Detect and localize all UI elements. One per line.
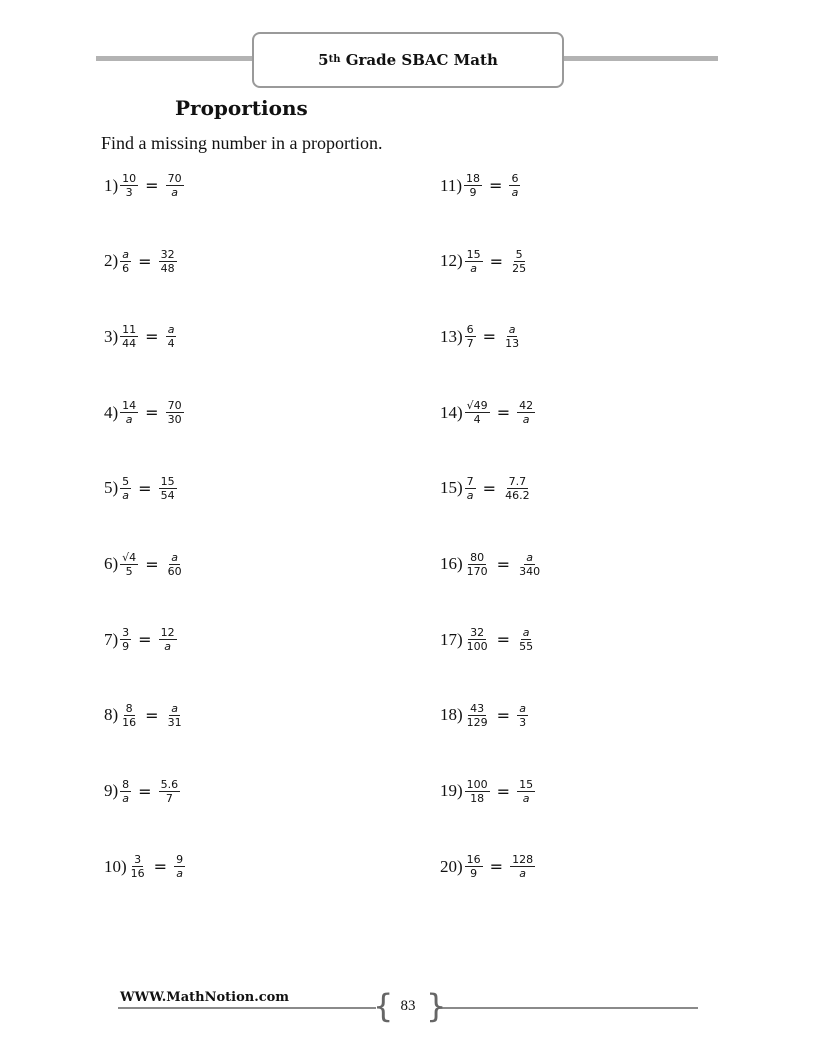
problem-number: 7)	[104, 629, 119, 649]
problem-number: 10)	[104, 856, 127, 876]
fraction-left	[465, 248, 483, 275]
problem-number: 6)	[104, 554, 119, 573]
denominator: 31	[167, 715, 182, 729]
numerator: 43	[470, 701, 485, 715]
fraction-left	[120, 778, 131, 805]
fraction-left	[465, 702, 490, 729]
denominator: 16	[130, 867, 145, 881]
numerator: 6	[466, 323, 474, 337]
fraction-left	[120, 475, 131, 502]
equals-sign: =	[489, 176, 503, 195]
problem-1	[104, 172, 186, 199]
denominator: a	[470, 261, 478, 275]
page-title: Proportions	[175, 96, 308, 120]
denominator: a	[519, 867, 526, 881]
fraction-right	[509, 172, 520, 199]
denominator: 5	[125, 564, 133, 578]
numerator: a	[526, 550, 533, 564]
equals-sign: =	[489, 251, 504, 271]
denominator: a	[125, 413, 133, 427]
denominator: a	[171, 186, 178, 199]
denominator: 9	[122, 640, 130, 654]
fraction-right	[159, 778, 181, 805]
numerator: 8	[122, 777, 130, 791]
problem-18	[440, 702, 530, 729]
fraction-right	[174, 853, 185, 880]
denominator: 7	[466, 337, 474, 351]
numerator: √4	[122, 550, 137, 564]
numerator: a	[171, 550, 178, 564]
denominator: 3	[519, 715, 527, 729]
fraction-left	[120, 323, 138, 350]
denominator: 60	[167, 564, 182, 578]
denominator: 6	[122, 261, 130, 275]
numerator: 70	[167, 399, 182, 413]
problem-number: 1)	[104, 175, 119, 195]
numerator: 6	[511, 172, 519, 185]
header-banner	[252, 32, 564, 88]
denominator: 4	[473, 413, 481, 427]
fraction-right	[517, 551, 542, 578]
denominator: a	[522, 791, 530, 805]
header-grade-suffix: th	[328, 53, 341, 65]
fraction-right	[159, 626, 177, 653]
fraction-left	[120, 399, 138, 426]
numerator: √49	[466, 399, 488, 413]
denominator: 54	[160, 488, 175, 502]
numerator: 128	[512, 853, 534, 867]
numerator: 3	[134, 853, 142, 867]
fraction-left	[120, 626, 131, 653]
equals-sign: =	[138, 630, 152, 650]
equals-sign: =	[138, 251, 152, 271]
equals-sign: =	[138, 781, 152, 801]
denominator: 4	[167, 337, 175, 351]
denominator: 55	[519, 640, 534, 654]
denominator: 3	[125, 186, 133, 199]
equals-sign: =	[496, 554, 511, 574]
problem-11	[440, 172, 522, 199]
numerator: 100	[466, 777, 488, 791]
problem-12	[440, 248, 530, 275]
equals-sign: =	[145, 327, 159, 347]
numerator: 15	[466, 247, 481, 261]
denominator: a	[522, 413, 530, 427]
problem-number: 2)	[104, 251, 119, 271]
problem-number: 20)	[440, 856, 463, 876]
fraction-right	[159, 475, 177, 502]
denominator: 170	[466, 564, 488, 578]
denominator: 18	[470, 791, 485, 805]
denominator: 30	[167, 413, 182, 427]
numerator: a	[508, 323, 516, 337]
instructions: Find a missing number in a proportion.	[101, 133, 383, 153]
page-number: 83	[400, 998, 416, 1014]
numerator: a	[519, 701, 526, 715]
fraction-left	[465, 778, 490, 805]
numerator: 9	[176, 853, 184, 867]
denominator: a	[511, 186, 519, 199]
numerator: 12	[160, 626, 175, 640]
denominator: 16	[122, 715, 137, 729]
denominator: a	[164, 640, 171, 654]
problem-8	[104, 702, 186, 729]
numerator: 5	[122, 474, 130, 488]
problem-number: 15)	[440, 478, 463, 498]
problem-5	[104, 475, 179, 502]
numerator: 16	[466, 853, 481, 867]
problem-13	[440, 323, 523, 350]
equals-sign: =	[138, 478, 152, 498]
equals-sign: =	[145, 705, 159, 725]
numerator: 7	[466, 474, 474, 488]
problem-17	[440, 626, 537, 653]
numerator: a	[522, 626, 530, 640]
fraction-right	[166, 323, 177, 350]
fraction-left	[465, 626, 490, 653]
denominator: 340	[519, 564, 541, 578]
fraction-left	[465, 475, 476, 502]
denominator: 25	[512, 261, 527, 275]
numerator: 42	[519, 399, 534, 413]
header-rule-right	[561, 56, 718, 61]
fraction-right	[517, 399, 535, 426]
problem-15	[440, 475, 534, 502]
problem-number: 19)	[440, 781, 463, 801]
fraction-right	[517, 702, 528, 729]
problem-16	[440, 551, 544, 578]
fraction-right	[517, 626, 535, 653]
problem-20	[440, 853, 537, 880]
equals-sign: =	[482, 478, 497, 498]
numerator: 15	[160, 474, 175, 488]
fraction-right	[166, 172, 184, 199]
fraction-right	[510, 248, 528, 275]
equals-sign: =	[145, 176, 159, 195]
denominator: 44	[122, 337, 137, 351]
fraction-right	[159, 248, 177, 275]
denominator: 129	[466, 715, 488, 729]
footer-rule-left	[118, 1007, 376, 1009]
equals-sign: =	[145, 554, 159, 574]
problem-number: 11)	[440, 175, 463, 195]
fraction-left	[120, 172, 138, 199]
denominator: 9	[470, 867, 478, 881]
numerator: 14	[122, 399, 137, 413]
problem-4	[104, 399, 186, 426]
numerator: 18	[466, 172, 481, 185]
numerator: 5	[515, 247, 523, 261]
denominator: 100	[466, 640, 488, 654]
equals-sign: =	[145, 403, 159, 423]
numerator: 5.6	[160, 777, 179, 791]
problem-number: 12)	[440, 251, 463, 271]
fraction-right	[166, 551, 184, 578]
problem-14	[440, 399, 537, 426]
fraction-left	[464, 172, 482, 199]
denominator: a	[122, 791, 130, 805]
equals-sign: =	[496, 781, 511, 801]
numerator: 32	[470, 626, 485, 640]
numerator: 70	[167, 172, 182, 185]
fraction-left	[120, 248, 131, 275]
problem-9	[104, 778, 182, 805]
problem-number: 9)	[104, 781, 119, 801]
fraction-left	[465, 323, 476, 350]
header-rule-left	[96, 56, 253, 61]
problem-number: 3)	[104, 326, 119, 346]
equals-sign: =	[482, 327, 497, 347]
fraction-left	[120, 551, 138, 578]
problem-10	[104, 853, 187, 880]
header-grade-number: 5	[318, 51, 329, 69]
equals-sign: =	[496, 705, 511, 725]
problem-number: 8)	[104, 705, 119, 725]
numerator: a	[122, 247, 130, 261]
header-grade-text: Grade SBAC Math	[340, 51, 498, 69]
equals-sign: =	[153, 857, 168, 877]
denominator: 9	[469, 186, 477, 199]
fraction-right	[517, 778, 535, 805]
fraction-left	[129, 853, 147, 880]
numerator: 32	[160, 247, 175, 261]
problem-3	[104, 323, 179, 350]
numerator: 15	[519, 777, 534, 791]
problem-number: 4)	[104, 402, 119, 422]
footer-rule-right	[438, 1007, 698, 1009]
page-brace-right: }	[426, 987, 447, 1025]
problem-number: 5)	[104, 478, 119, 498]
problem-19	[440, 778, 537, 805]
problem-number: 18)	[440, 705, 463, 725]
problem-number: 13)	[440, 326, 463, 346]
numerator: a	[171, 701, 178, 715]
equals-sign: =	[496, 403, 511, 423]
denominator: 7	[165, 791, 173, 805]
numerator: 11	[122, 323, 137, 337]
problem-7	[104, 626, 179, 653]
footer-website: WWW.MathNotion.com	[120, 990, 290, 1005]
fraction-left	[465, 399, 490, 426]
equals-sign: =	[489, 857, 504, 877]
fraction-right	[503, 475, 532, 502]
numerator: a	[167, 323, 175, 337]
problem-number: 16)	[440, 554, 463, 573]
problem-2	[104, 248, 179, 275]
denominator: 13	[505, 337, 520, 351]
fraction-right	[503, 323, 521, 350]
problem-number: 17)	[440, 629, 463, 649]
denominator: a	[466, 488, 474, 502]
fraction-left	[465, 551, 490, 578]
page-brace-left: {	[373, 987, 394, 1025]
problem-number: 14)	[440, 402, 463, 422]
denominator: a	[176, 867, 183, 881]
problem-6	[104, 551, 186, 578]
numerator: 7.7	[508, 474, 527, 488]
denominator: 46.2	[505, 488, 530, 502]
numerator: 8	[125, 701, 133, 715]
fraction-right	[510, 853, 535, 880]
fraction-right	[166, 702, 184, 729]
numerator: 10	[122, 172, 137, 185]
fraction-left	[120, 702, 138, 729]
denominator: 48	[160, 261, 175, 275]
numerator: 80	[470, 550, 485, 564]
denominator: a	[122, 488, 130, 502]
fraction-left	[465, 853, 483, 880]
equals-sign: =	[496, 630, 511, 650]
numerator: 3	[122, 626, 130, 640]
fraction-right	[166, 399, 184, 426]
